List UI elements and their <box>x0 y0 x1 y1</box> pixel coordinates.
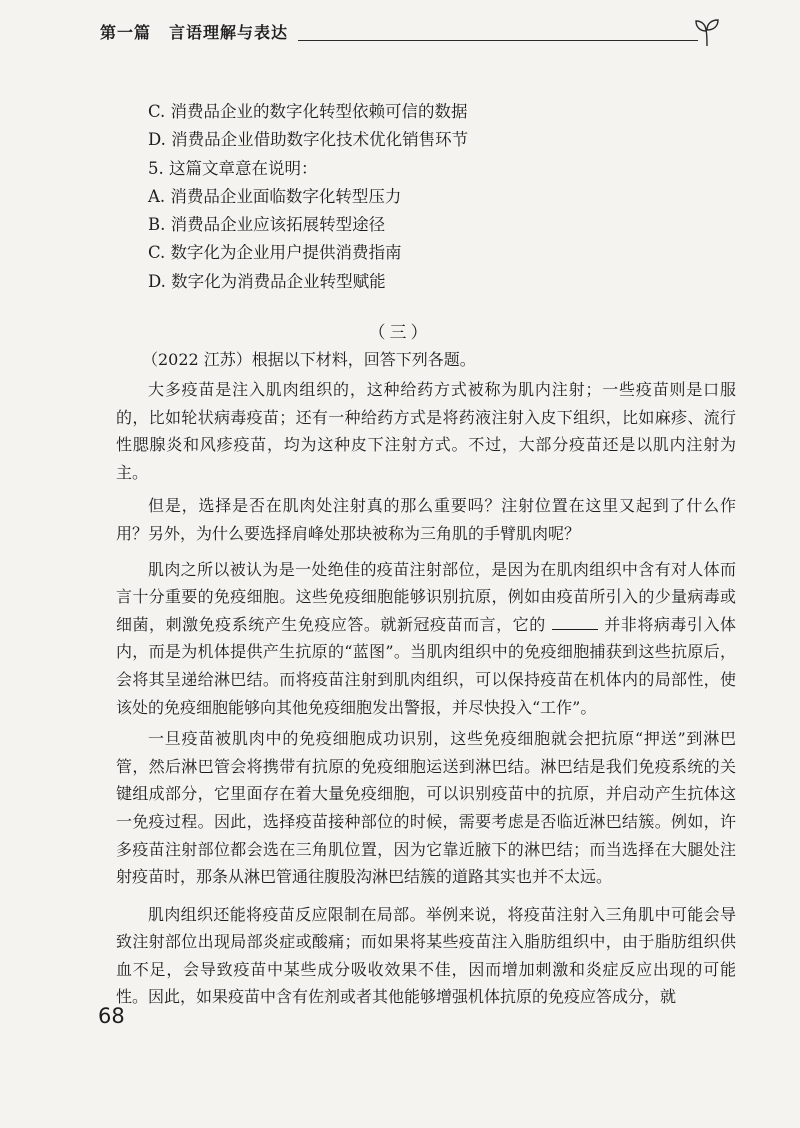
sprout-leaf-icon <box>694 18 720 48</box>
header-rule <box>298 40 698 41</box>
page-number: 68 <box>98 1004 125 1028</box>
question-options <box>148 98 728 296</box>
paragraph <box>116 556 736 722</box>
option-line: D. 消费品企业借助数字化技术优化销售环节 <box>148 130 469 150</box>
paragraph: 一旦疫苗被肌肉中的免疫细胞成功识别，这些免疫细胞就会把抗原“押送”到淋巴管，然后淋巴管会将携带有抗原的免疫细胞运送到淋巴结。淋巴结是我们免疫系统的关键组成部分，它里面存在着大量免疫细胞，可以识别疫苗中的抗原，并启动产生抗体这一免疫过程。因此，选择疫苗接种部位的时候，需要考虑是否临近淋巴结簇。例如，许多疫苗注射部位都会选在三角肌位置，因为它靠近腋下的淋巴结；而当选择在大腿处注射疫苗时，那条从淋巴管通往腹股沟淋巴结簇的道路其实也并不太远。 <box>116 729 736 887</box>
subject-label: 言语理解与表达 <box>169 23 289 42</box>
option-line: B. 消费品企业应该拓展转型途径 <box>148 215 386 235</box>
article-body <box>116 376 736 1017</box>
option-line: C. 数字化为企业用户提供消费指南 <box>148 243 402 263</box>
option-line: A. 消费品企业面临数字化转型压力 <box>148 186 402 206</box>
option-line: D. 数字化为消费品企业转型赋能 <box>148 271 386 291</box>
fill-in-blank <box>552 615 598 630</box>
header-title <box>100 20 288 43</box>
chapter-label: 第一篇 <box>100 23 152 42</box>
paragraph-part: 肌肉之所以被认为是一处绝佳的疫苗注射部位，是因为在肌肉组织中含有对人体而言十分重要的免疫细胞。这些免疫细胞能够识别抗原，例如由疫苗所引入的少量病毒或细菌，刺激免疫系统产生免疫应答。就新冠疫苗而言，它的 <box>116 559 736 634</box>
material-intro: （2022 江苏）根据以下材料，回答下列各题。 <box>142 350 476 369</box>
paragraph-part: 并非将病毒引入体内，而是为机体提供产生抗原的“蓝图”。当肌肉组织中的免疫细胞捕获到这些抗原后，会将其呈递给淋巴结。而将疫苗注射到肌肉组织，可以保持疫苗在机体内的局部性，使该处的免疫细胞能够向其他免疫细胞发出警报，并尽快投入“工作”。 <box>116 614 736 717</box>
section-title: （三） <box>368 323 432 343</box>
paragraph: 肌肉组织还能将疫苗反应限制在局部。举例来说，将疫苗注射入三角肌中可能会导致注射部位出现局部炎症或酸痛；而如果将某些疫苗注入脂肪组织中，由于脂肪组织供血不足，会导致疫苗中某些成分吸收效果不佳，因而增加刺激和炎症反应出现的可能性。因此，如果疫苗中含有佐剂或者其他能够增强机体抗原的免疫应答成分，就 <box>116 904 736 1007</box>
paragraph: 大多疫苗是注入肌肉组织的，这种给药方式被称为肌内注射；一些疫苗则是口服的，比如轮状病毒疫苗；还有一种给药方式是将药液注射入皮下组织，比如麻疹、流行性腮腺炎和风疹疫苗，均为这种皮下注射方式。不过，大部分疫苗还是以肌内注射为主。 <box>116 380 736 482</box>
running-header <box>100 18 720 48</box>
question-stem: 5. 这篇文章意在说明： <box>148 158 318 178</box>
option-line: C. 消费品企业的数字化转型依赖可信的数据 <box>148 102 468 121</box>
paragraph: 但是，选择是否在肌肉处注射真的那么重要吗？注射位置在这里又起到了什么作用？另外，为什么要选择肩峰处那块被称为三角肌的手臂肌肉呢？ <box>116 496 736 543</box>
